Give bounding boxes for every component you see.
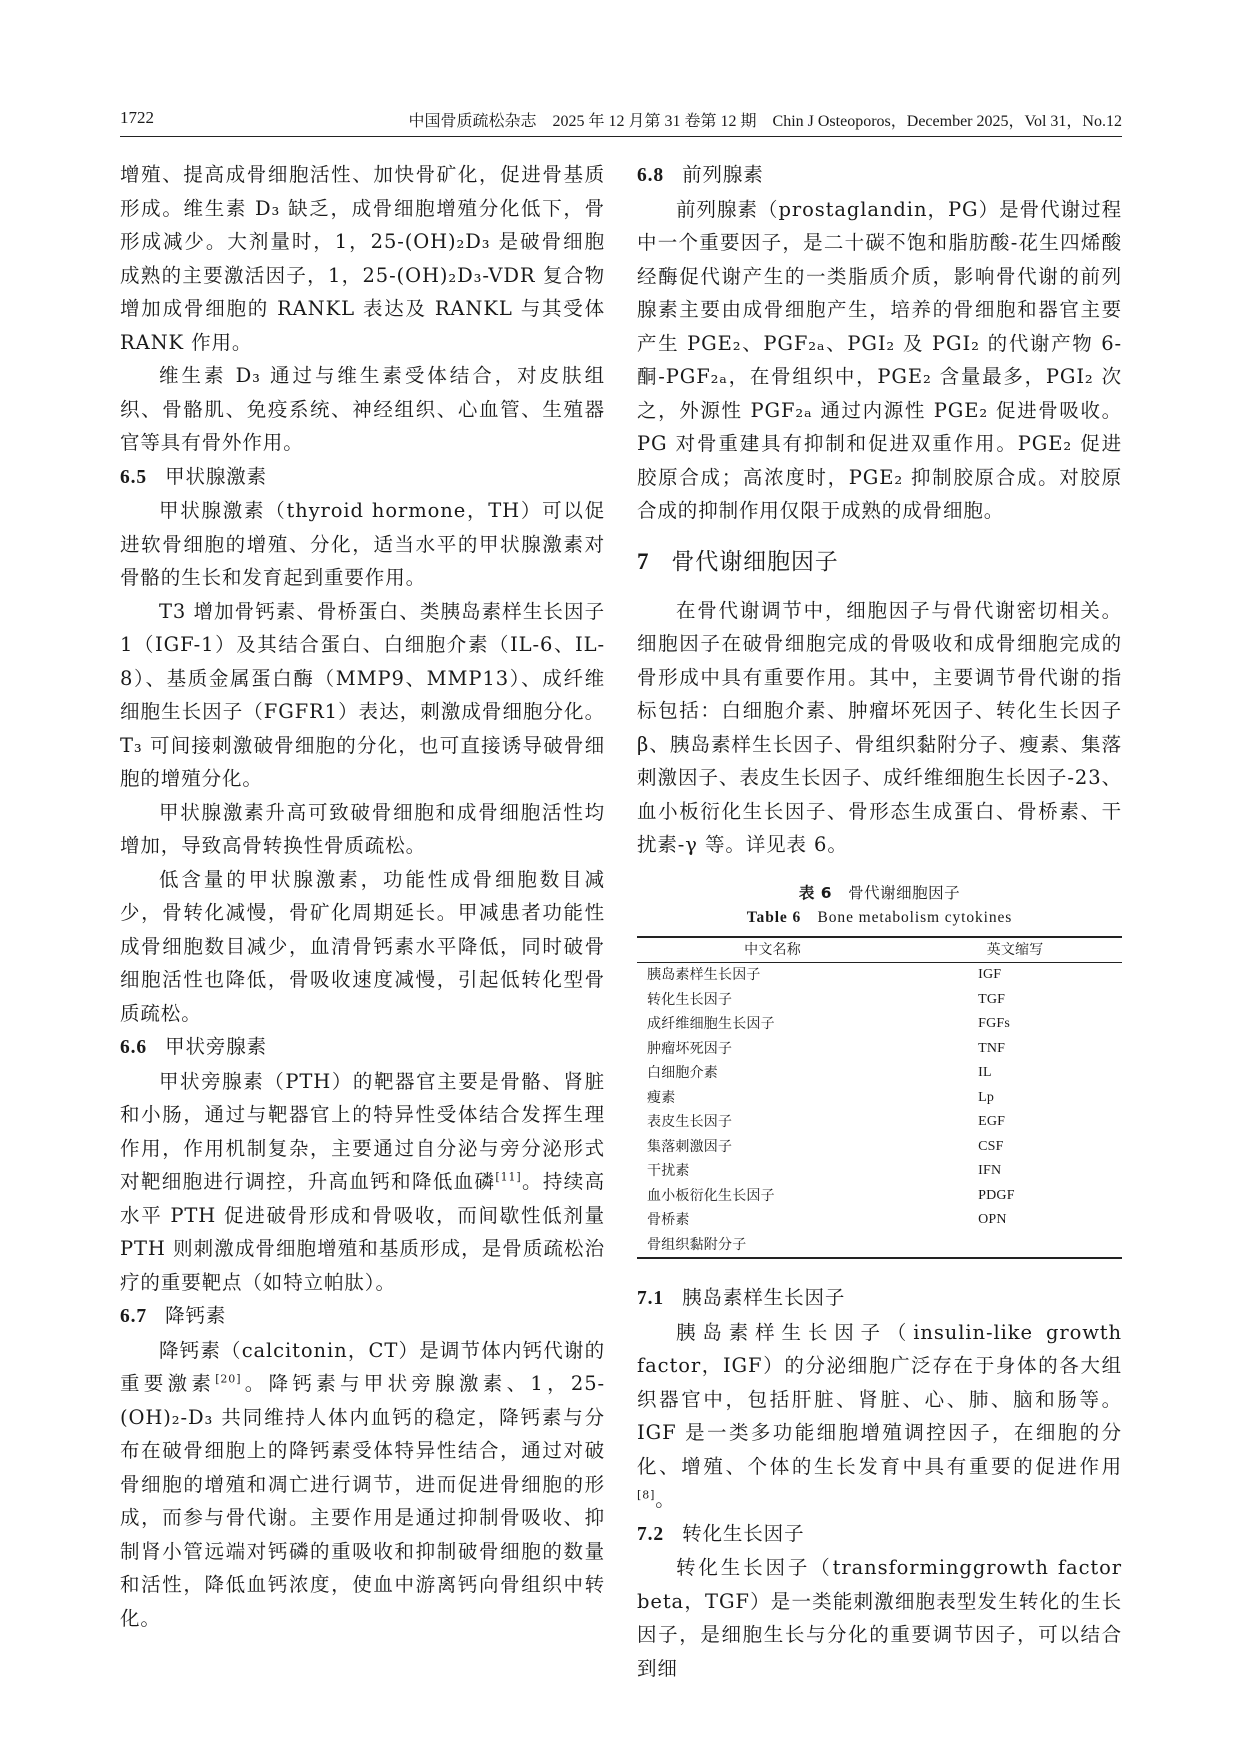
cell-chinese-name: 成纤维细胞生长因子 [647,1016,775,1032]
journal-info: 中国骨质疏松杂志 2025 年 12 月第 31 卷第 12 期 Chin J Osteoporos，December 2025，Vol 31，No.12 [408,113,1122,130]
cell-chinese-name: 血小板衍化生长因子 [647,1187,775,1204]
section-title: 降钙素 [165,1304,227,1327]
cell-abbreviation: CSF [978,1138,1004,1154]
table-row [637,988,1122,1013]
table-caption-en [637,906,1122,930]
cell-abbreviation: FGFs [978,1016,1011,1031]
section-number: 7.2 [637,1523,665,1545]
paragraph-text: 。持续高水平 PTH 促进破骨形成和骨吸收，而间歇性低剂量 PTH 则刺激成骨细胞增殖和基质形成，是骨质疏松治疗的重要靶点（如特立帕肽）。 [120,1170,605,1294]
page-number: 1722 [120,108,154,127]
citation[interactable]: [11] [495,1170,522,1184]
table-row [637,1086,1122,1111]
table-caption-zh [637,880,1122,906]
right-column [637,158,1122,1685]
paragraph: 转化生长因子（transforminggrowth factor beta，TGF）是一类能刺激细胞表型发生转化的生长因子，是细胞生长与分化的重要调节因子，可以结合到细 [637,1556,1122,1680]
paragraph-text: 。 [655,1488,676,1511]
table-row [637,1208,1122,1233]
paragraph: T3 增加骨钙素、骨桥蛋白、类胰岛素样生长因子 1（IGF-1）及其结合蛋白、白细胞介素（IL-6、IL-8）、基质金属蛋白酶（MMP9、MMP13）、成纤维细胞生长因子（FGFR1）表达，刺激成骨细胞分化。T₃ 可间接刺激破骨细胞的分化，也可直接诱导破骨细胞的增殖分化。 [120,599,605,790]
paragraph: 维生素 D₃ 通过与维生素受体结合，对皮肤组织、骨骼肌、免疫系统、神经组织、心血管、生殖器官等具有骨外作用。 [120,364,605,454]
section-number: 6.5 [120,466,148,488]
table-row [637,1135,1122,1160]
section-title: 胰岛素样生长因子 [682,1286,846,1309]
cell-chinese-name: 白细胞介素 [647,1065,718,1081]
cell-abbreviation: Lp [978,1089,995,1105]
section-title: 甲状腺激素 [165,464,268,488]
citation[interactable]: [20] [215,1372,242,1386]
table-title: 骨代谢细胞因子 [848,883,961,902]
paragraph-text: 。降钙素与甲状旁腺激素、1，25-(OH)₂-D₃ 共同维持人体内血钙的稳定，降钙素与分布在破骨细胞上的降钙素受体特异性结合，通过对破骨细胞的增殖和凋亡进行调节，进而促进骨细胞的形成，而参与骨代谢。主要作用是通过抑制骨吸收、抑制肾小管远端对钙磷的重吸收和抑制破骨细胞的数量和活性，降低血钙浓度，使血中游离钙向骨组织中转化。 [120,1372,605,1630]
section-heading-7-2 [637,1517,1122,1552]
paragraph [120,1334,605,1636]
section-title: 前列腺素 [682,163,764,186]
paragraph-text: 胰岛素样生长因子（insulin-like growth factor，IGF）的分泌细胞广泛存在于身体的各大组织器官中，包括肝脏、肾脏、心、肺、脑和肠等。IGF 是一类多功能细胞增殖调控因子，在细胞的分化、增殖、个体的生长发育中具有重要的促进作用 [637,1320,1122,1478]
table-row [637,963,1122,988]
section-heading-7-1 [637,1281,1122,1316]
cell-chinese-name: 干扰素 [647,1163,690,1179]
cell-chinese-name: 转化生长因子 [647,991,733,1008]
section-number: 6.8 [637,165,665,186]
paragraph: 低含量的甲状腺激素，功能性成骨细胞数目减少，骨转化减慢，骨矿化周期延长。甲减患者功能性成骨细胞数目减少，血清骨钙素水平降低，同时破骨细胞活性也降低，骨吸收速度减慢，引起低转化型骨质疏松。 [120,867,605,1025]
cell-abbreviation: PDGF [978,1187,1015,1203]
section-heading-7 [637,542,1122,582]
cell-abbreviation: TGF [978,991,1006,1007]
section-title: 甲状旁腺素 [165,1035,268,1058]
cytokine-table [637,936,1122,1260]
cell-abbreviation [908,1233,1122,1259]
table-row [637,1037,1122,1062]
cell-chinese-name: 胰岛素样生长因子 [647,967,761,983]
section-title: 骨代谢细胞因子 [671,548,839,575]
table-row [637,1233,1122,1259]
section-number: 6.7 [120,1306,148,1327]
table-label: 表 6 [798,883,833,902]
section-number: 7.1 [637,1288,665,1309]
cell-abbreviation: IGF [978,967,1002,982]
section-heading-6-6 [120,1030,605,1065]
paragraph: 甲状腺激素（thyroid hormone，TH）可以促进软骨细胞的增殖、分化，适当水平的甲状腺激素对骨骼的生长和发育起到重要作用。 [120,499,605,589]
paragraph: 前列腺素（prostaglandin，PG）是骨代谢过程中一个重要因子，是二十碳不饱和脂肪酸-花生四烯酸经酶促代谢产生的一类脂质介质，影响骨代谢的前列腺素主要由成骨细胞产生，培养的骨细胞和器官主要产生 PGE₂、PGF₂ₐ、PGI₂ 及 PGI₂ 的代谢产物 6-酮-PGF₂ₐ，在骨组织中，PGE₂ 含量最多，PGI₂ 次之，外源性 PGF₂ₐ 通过内源性 PGE₂ 促进骨吸收。PG 对骨重建具有抑制和促进双重作用。PGE₂ 促进胶原合成；高浓度时，PGE₂ 抑制胶原合成。对胶原合成的抑制作用仅限于成熟的成骨细胞。 [637,197,1122,522]
cell-chinese-name: 瘦素 [647,1089,676,1106]
paragraph-text: 降钙素（calcitonin，CT）是调节体内钙代谢的重要激素 [120,1338,605,1395]
cell-abbreviation: TNF [978,1040,1006,1056]
paragraph: 在骨代谢调节中，细胞因子与骨代谢密切相关。细胞因子在破骨细胞完成的骨吸收和成骨细胞完成的骨形成中具有重要作用。其中，主要调节骨代谢的指标包括：白细胞介素、肿瘤坏死因子、转化生长因子 β、胰岛素样生长因子、骨组织黏附分子、瘦素、集落刺激因子、表皮生长因子、成纤维细胞生长因子-23、血小板衍化生长因子、骨形态生成蛋白、骨桥素、干扰素-γ 等。详见表 6。 [637,598,1122,856]
cell-abbreviation: EGF [978,1114,1006,1129]
section-heading-6-7 [120,1299,605,1334]
column-header: 英文缩写 [908,937,1122,963]
cell-chinese-name: 表皮生长因子 [647,1114,733,1130]
paragraph [637,1316,1122,1517]
left-column [120,158,605,1635]
table-title: Bone metabolism cytokines [817,908,1013,926]
table-body [637,963,1122,1259]
section-heading-6-8 [637,158,1122,193]
table-row [637,1159,1122,1184]
table-label: Table 6 [746,908,802,926]
section-number: 6.6 [120,1037,148,1058]
section-heading-6-5 [120,460,605,495]
column-header: 中文名称 [637,937,908,963]
running-header [120,106,1122,137]
table-row [637,1110,1122,1135]
cell-abbreviation: OPN [978,1212,1007,1227]
cell-chinese-name: 骨组织黏附分子 [647,1236,747,1253]
paragraph: 甲状腺激素升高可致破骨细胞和成骨细胞活性均增加，导致高骨转换性骨质疏松。 [120,800,605,857]
table-row [637,1012,1122,1037]
section-number: 7 [637,548,650,574]
table-row [637,1184,1122,1209]
cell-abbreviation: IFN [978,1163,1002,1178]
cell-chinese-name: 集落刺激因子 [647,1138,733,1155]
paragraph [120,1065,605,1300]
table-row [637,1061,1122,1086]
cell-chinese-name: 肿瘤坏死因子 [647,1040,733,1057]
paragraph: 增殖、提高成骨细胞活性、加快骨矿化，促进骨基质形成。维生素 D₃ 缺乏，成骨细胞增殖分化低下，骨形成减少。大剂量时，1，25-(OH)₂D₃ 是破骨细胞成熟的主要激活因子，1，25-(OH)₂D₃-VDR 复合物增加成骨细胞的 RANKL 表达及 RANKL 与其受体 RANK 作用。 [120,163,605,354]
section-title: 转化生长因子 [682,1521,805,1545]
cell-abbreviation: IL [978,1065,992,1080]
citation[interactable]: [8] [637,1488,656,1502]
table-header-row [637,937,1122,963]
paragraph-text: 甲状旁腺素（PTH）的靶器官主要是骨骼、肾脏和小肠，通过与靶器官上的特异性受体结合发挥生理作用，作用机制复杂，主要通过自分泌与旁分泌形式对靶细胞进行调控，升高血钙和降低血磷 [120,1069,605,1193]
cell-chinese-name: 骨桥素 [647,1212,690,1228]
